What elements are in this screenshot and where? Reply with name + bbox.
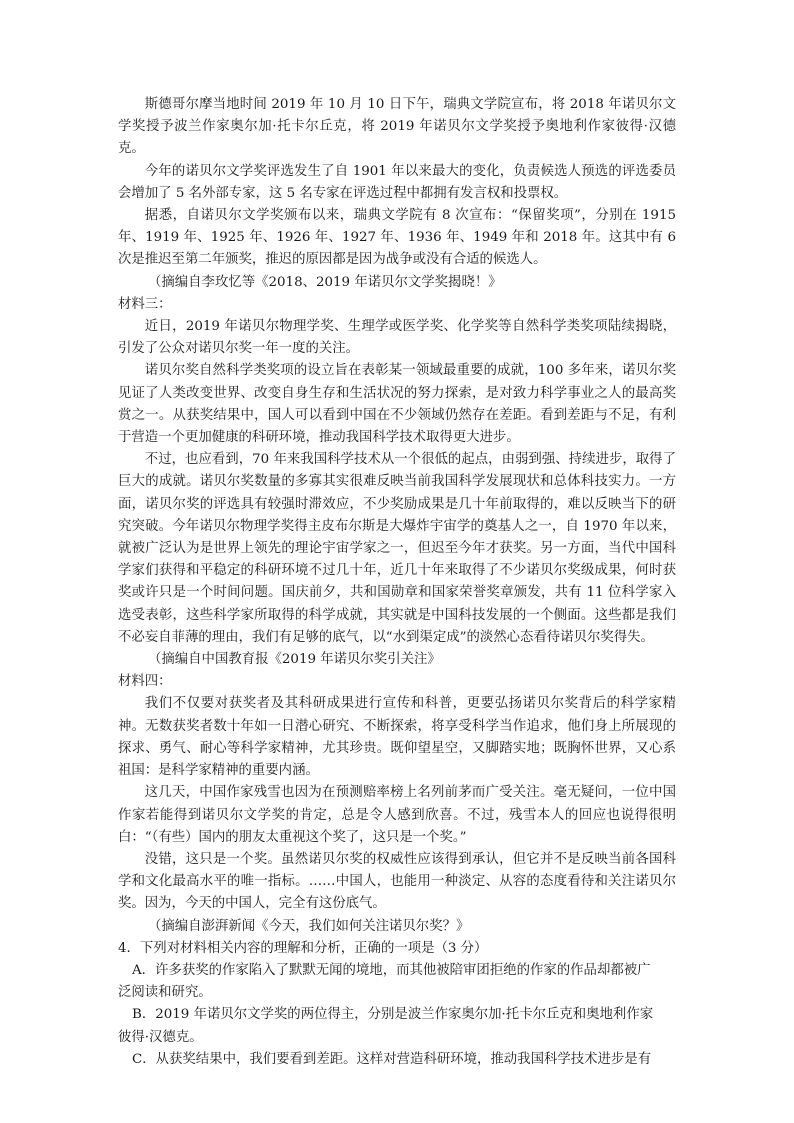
material-three-label: 材料三： <box>118 296 172 312</box>
material-three-source: （摘编自中国教育报《2019 年诺贝尔奖引关注》 <box>148 652 441 668</box>
material-four-paragraph-3: 没错，这只是一个奖。虽然诺贝尔奖的权威性应该得到承认，但它并不是反映当前各国科学和文化最高水平的唯一指标。……中国人，也能用一种淡定、从容的态度看待和关注诺贝尔奖。因为，今天的中国人，完全有这份底气。 <box>118 851 676 912</box>
material-two-paragraph-2: 今年的诺贝尔文学奖评选发生了自 1901 年以来最大的变化，负责候选人预选的评选委员会增加了 5 名外部专家，这 5 名专家在评选过程中都拥有发言权和投票权。 <box>118 163 676 201</box>
material-two-source: （摘编自李玫忆等《2018、2019 年诺贝尔文学奖揭晓！》 <box>148 274 502 290</box>
option-b-line-1: B．2019 年诺贝尔文学奖的两位得主，分别是波兰作家奥尔加·托卡尔丘克和奥地利作家 <box>132 1007 654 1023</box>
option-c <box>118 1049 676 1071</box>
material-four-section <box>118 671 676 937</box>
option-c-line-1: C．从获奖结果中，我们要看到差距。这样对营造科研环境，推动我国科学技术进步是有 <box>132 1051 652 1067</box>
material-three-paragraph-3: 不过，也应看到，70 年来我国科学技术从一个很低的起点，由弱到强、持续进步，取得了巨大的成就。诺贝尔奖数量的多寡其实很难反映当前我国科学发展现状和总体科技实力。一方面，诺贝尔奖的评选具有较强时滞效应，不少奖励成果是几十年前取得的，难以反映当下的研究突破。今年诺贝尔物理学奖得主皮布尔斯是大爆炸宇宙学的奠基人之一，自 1970 年以来，就被广泛认为是世界上领先的理论宇宙学家之一，但迟至今年才获奖。另一方面，当代中国科学家们获得和平稳定的科研环境不过几十年，近几十年来取得了不少诺贝尔奖级成果，何时获奖或许只是一个时间问题。国庆前夕，共和国勋章和国家荣誉奖章颁发，共有 11 位科学家入选受表彰，这些科学家所取得的科学成就，其实就是中国科技发展的一个侧面。这些都是我们不必妄自菲薄的理由，我们有足够的底气，以“水到渠定成”的淡然心态看待诺贝尔奖得失。 <box>118 452 676 645</box>
material-three-paragraph-2: 诺贝尔奖自然科学类奖项的设立旨在表彰某一领域最重要的成就，100 多年来，诺贝尔奖见证了人类改变世界、改变自身生存和生活状况的努力探索，是对致力科学事业之人的最高奖赏之一。从获奖结果中，国人可以看到中国在不少领域仍然存在差距。看到差距与不足，有利于营造一个更加健康的科研环境，推动我国科学技术取得更大进步。 <box>118 363 676 446</box>
option-a-line-2: 泛阅读和研究。 <box>118 985 212 1001</box>
material-three-paragraph-1: 近日，2019 年诺贝尔物理学奖、生理学或医学奖、化学奖等自然科学类奖项陆续揭晓，引发了公众对诺贝尔奖一年一度的关注。 <box>118 319 676 357</box>
option-b <box>118 1004 676 1048</box>
material-three-section <box>118 294 676 671</box>
material-two-section <box>118 94 676 294</box>
question-stem: 4．下列对材料相关内容的理解和分析，正确的一项是（3 分） <box>118 940 488 956</box>
document-page <box>118 94 676 1071</box>
material-four-label: 材料四： <box>118 674 172 690</box>
option-a <box>118 960 676 1004</box>
option-a-line-1: A．许多获奖的作家陷入了默默无闻的境地，而其他被陪审团拒绝的作家的作品却都被广 <box>132 962 651 978</box>
material-four-paragraph-2: 这几天，中国作家残雪也因为在预测赔率榜上名列前茅而广受关注。毫无疑问，一位中国作家若能得到诺贝尔文学奖的肯定，总是令人感到欣喜。不过，残雪本人的回应也说得很明白：“（有些）国内的朋友太重视这个奖了，这只是一个奖。” <box>118 785 676 845</box>
material-four-source: （摘编自澎湃新闻《今天，我们如何关注诺贝尔奖？》 <box>148 918 470 934</box>
material-four-paragraph-1: 我们不仅要对获奖者及其科研成果进行宣传和科普，更要弘扬诺贝尔奖背后的科学家精神。无数获奖者数十年如一日潜心研究、不断探索，将享受科学当作追求，他们身上所展现的探求、勇气、耐心等科学家精神，尤其珍贵。既仰望星空，又脚踏实地；既胸怀世界，又心系祖国：是科学家精神的重要内涵。 <box>118 696 676 779</box>
material-two-paragraph-3: 据悉，自诺贝尔文学奖颁布以来，瑞典文学院有 8 次宣布：“保留奖项”，分别在 1915 年、1919 年、1925 年、1926 年、1927 年、1936 年、1949 年和 2018 年。这其中有 6 次是推迟至第二年颁奖，推迟的原因都是因为战争或没有合适的候选人。 <box>118 208 676 268</box>
question-section <box>118 938 676 1071</box>
option-b-line-2: 彼得·汉德克。 <box>118 1029 203 1045</box>
material-two-paragraph-1: 斯德哥尔摩当地时间 2019 年 10 月 10 日下午，瑞典文学院宣布，将 2018 年诺贝尔文学奖授予波兰作家奥尔加·托卡尔丘克，将 2019 年诺贝尔文学奖授予奥地利作家彼得·汉德克。 <box>118 97 676 157</box>
